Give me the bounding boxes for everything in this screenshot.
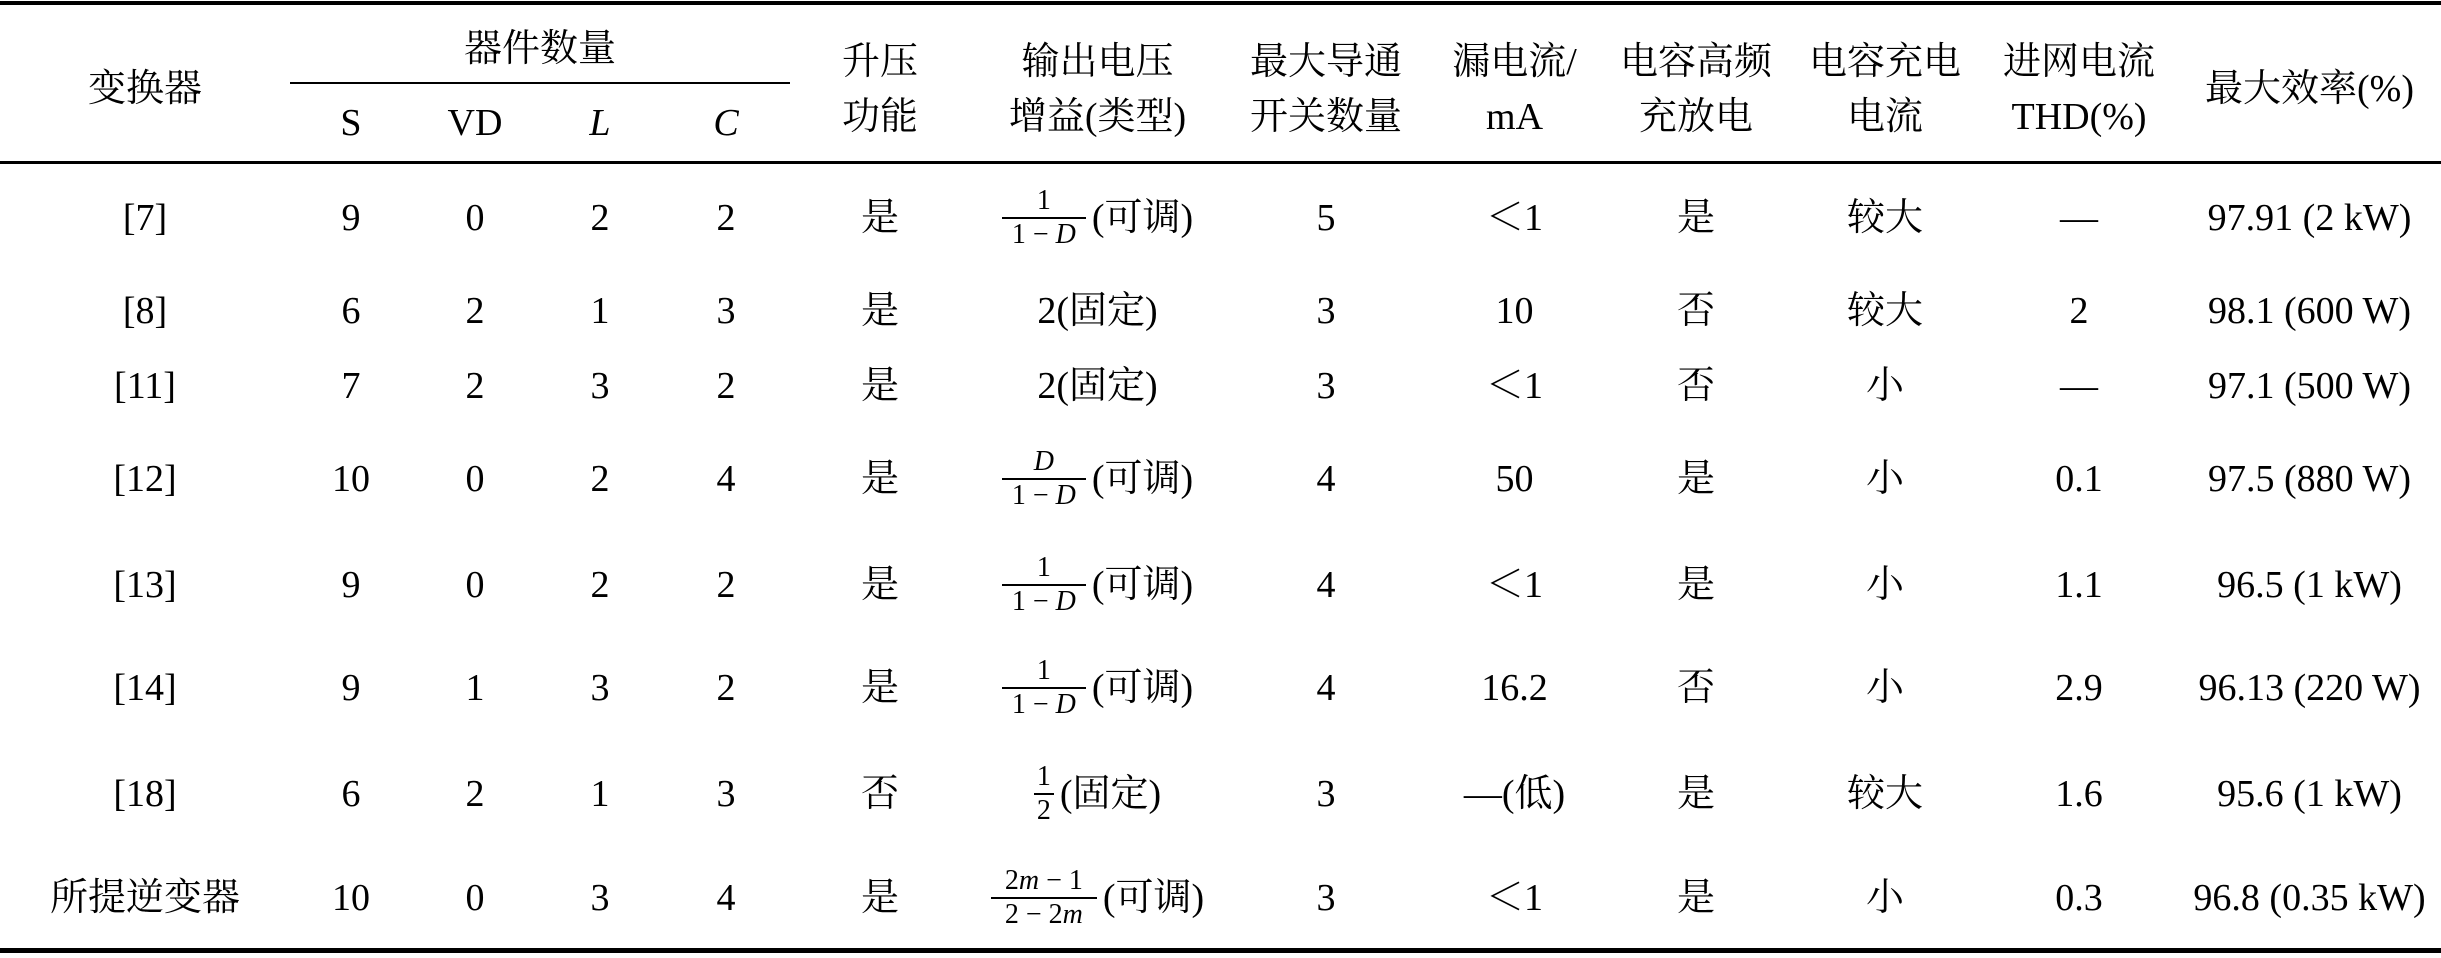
gain-expression <box>970 655 1225 721</box>
cell-vd: 0 <box>465 196 485 239</box>
header-gain <box>970 0 1225 163</box>
gain-fraction <box>991 865 1097 931</box>
header-device-count: 器件数量 <box>464 28 617 70</box>
cell-thd: 2 <box>2069 290 2089 332</box>
cell-efficiency: 96.5 (1 kW) <box>2217 564 2402 606</box>
table-header <box>0 0 2441 163</box>
table-row <box>0 846 2441 950</box>
header-efficiency: 最大效率(%) <box>2205 68 2414 110</box>
cell-l: 1 <box>590 773 610 815</box>
cell-cap-current: 小 <box>1866 458 1905 500</box>
cell-converter: [11] <box>114 365 176 407</box>
denominator-constant: 1 − <box>1011 218 1056 250</box>
cell-s: 7 <box>341 365 361 407</box>
cell-gain <box>970 846 1225 950</box>
cell-vd: 2 <box>465 773 485 815</box>
gain-type: (可调) <box>1102 877 1205 919</box>
cell-converter: [18] <box>113 773 177 815</box>
gain-fraction <box>1002 552 1086 618</box>
header-max-switches <box>1225 0 1427 163</box>
cell-s: 6 <box>341 773 361 815</box>
cell-cap-current: 较大 <box>1847 773 1924 815</box>
table-row <box>0 350 2441 422</box>
cell-gain <box>970 536 1225 634</box>
cell-leakage: 10 <box>1495 290 1534 332</box>
fraction-numerator: 1 <box>1036 184 1051 216</box>
fraction-numerator: 1 <box>1036 761 1051 792</box>
gain-expression <box>970 446 1225 512</box>
cell-c: 2 <box>716 667 736 709</box>
cell-boost: 是 <box>861 667 900 709</box>
cell-l: 2 <box>590 564 610 606</box>
cell-cap-current: 小 <box>1866 564 1905 606</box>
table-row <box>0 634 2441 742</box>
cell-boost: 是 <box>861 458 900 500</box>
cell-boost: 是 <box>861 564 900 606</box>
cell-max-switches: 4 <box>1316 458 1336 500</box>
gain-type: (可调) <box>1091 458 1194 500</box>
cell-cap-hf: 是 <box>1677 564 1716 606</box>
cell-cap-current: 小 <box>1866 667 1905 709</box>
header-thd <box>1980 0 2178 163</box>
header-c: C <box>713 101 739 144</box>
header-leakage-line1: 漏电流/ <box>1452 40 1577 83</box>
fraction-denominator <box>1002 584 1086 618</box>
denominator-variable: m <box>1062 899 1083 930</box>
cell-vd: 0 <box>465 458 485 500</box>
fraction-numerator <box>1002 446 1086 478</box>
fraction-denominator <box>1002 687 1086 721</box>
cell-l: 3 <box>590 667 610 709</box>
cell-gain <box>970 422 1225 536</box>
cell-cap-hf: 是 <box>1677 773 1716 815</box>
header-cap-current <box>1790 0 1980 163</box>
cell-leakage: ＜1 <box>1486 564 1544 606</box>
cell-converter: [14] <box>113 667 177 709</box>
header-thd-line1: 进网电流 <box>2003 40 2156 83</box>
cell-l: 3 <box>590 877 610 919</box>
cell-max-switches: 5 <box>1316 196 1336 239</box>
gain-expression <box>970 185 1225 251</box>
cell-boost: 是 <box>861 196 900 239</box>
gain-type: (可调) <box>1091 564 1194 606</box>
header-leakage-line2: mA <box>1486 95 1544 138</box>
header-thd-line2: THD(%) <box>2011 95 2147 138</box>
cell-s: 9 <box>341 564 361 606</box>
header-row-top <box>0 0 2441 83</box>
fraction-numerator: 1 <box>1036 655 1051 686</box>
cell-vd: 2 <box>465 365 485 407</box>
cell-efficiency: 95.6 (1 kW) <box>2217 773 2402 815</box>
cell-vd: 2 <box>465 290 485 332</box>
cell-thd: 0.3 <box>2055 877 2103 919</box>
numerator-tail: − 1 <box>1039 865 1083 896</box>
cell-converter: [12] <box>113 458 177 500</box>
fraction-denominator: 2 <box>1034 793 1054 827</box>
cell-s: 6 <box>341 290 361 332</box>
cell-efficiency: 96.13 (220 W) <box>2198 667 2421 709</box>
cell-c: 2 <box>716 564 736 606</box>
cell-leakage: 16.2 <box>1481 667 1548 709</box>
cell-converter: [13] <box>113 564 177 606</box>
cell-vd: 0 <box>465 564 485 606</box>
header-max-switches-line2: 开关数量 <box>1250 95 1403 138</box>
table-row <box>0 422 2441 536</box>
cell-thd: 1.6 <box>2055 773 2103 815</box>
cell-gain <box>970 163 1225 272</box>
header-cap-current-line2: 电流 <box>1847 95 1924 138</box>
cell-thd: 2.9 <box>2055 667 2103 709</box>
cell-s: 9 <box>341 667 361 709</box>
cell-max-switches: 3 <box>1316 877 1336 919</box>
cell-cap-current: 小 <box>1866 365 1905 407</box>
cell-l: 3 <box>590 365 610 407</box>
cell-efficiency: 98.1 (600 W) <box>2208 290 2412 332</box>
numerator-variable: D <box>1033 446 1054 477</box>
cell-vd: 1 <box>465 667 485 709</box>
denominator-variable: D <box>1055 218 1076 250</box>
header-s: S <box>340 101 362 144</box>
table-body <box>0 163 2441 950</box>
gain-expression <box>970 552 1225 618</box>
fraction-numerator: 1 <box>1036 552 1051 583</box>
cell-vd: 0 <box>465 877 485 919</box>
gain-type: (固定) <box>1059 773 1162 815</box>
cell-max-switches: 4 <box>1316 564 1336 606</box>
cell-cap-hf: 否 <box>1677 290 1716 332</box>
cell-max-switches: 3 <box>1316 773 1336 815</box>
gain-type: (可调) <box>1091 196 1194 239</box>
cell-boost: 是 <box>861 290 900 332</box>
cell-leakage: ＜1 <box>1486 365 1544 407</box>
cell-gain <box>970 634 1225 742</box>
denominator-constant: 2 − 2 <box>1004 899 1063 930</box>
denominator-variable: D <box>1055 586 1076 617</box>
header-cap-hf <box>1602 0 1790 163</box>
cell-thd: — <box>2060 365 2099 407</box>
cell-c: 3 <box>716 773 736 815</box>
table-row <box>0 272 2441 350</box>
cell-cap-current: 较大 <box>1847 290 1924 332</box>
cell-l: 2 <box>590 196 610 239</box>
fraction-denominator <box>1002 478 1086 512</box>
cell-c: 2 <box>716 196 736 239</box>
table-row <box>0 742 2441 846</box>
numerator-constant: 2 <box>1004 865 1019 896</box>
cell-c: 3 <box>716 290 736 332</box>
cell-cap-hf: 是 <box>1677 196 1716 239</box>
cell-max-switches: 3 <box>1316 365 1336 407</box>
cell-c: 4 <box>716 458 736 500</box>
cell-boost: 是 <box>861 365 900 407</box>
denominator-variable: D <box>1055 480 1076 511</box>
cell-s: 10 <box>332 458 370 500</box>
cell-gain <box>970 742 1225 846</box>
header-vd: VD <box>447 101 503 144</box>
cell-thd: 0.1 <box>2055 458 2103 500</box>
cell-l: 1 <box>590 290 610 332</box>
header-gain-line1: 输出电压 <box>1021 40 1174 83</box>
header-gain-line2: 增益(类型) <box>1008 95 1187 138</box>
gain-fraction <box>1002 185 1086 251</box>
header-boost-line2: 功能 <box>842 95 919 138</box>
header-boost-line1: 升压 <box>842 40 919 83</box>
cell-boost: 是 <box>861 877 900 919</box>
cell-leakage: —(低) <box>1463 773 1566 815</box>
header-l: L <box>589 101 611 144</box>
gain-expression <box>970 865 1225 931</box>
cell-boost: 否 <box>861 773 900 815</box>
cell-leakage: ＜1 <box>1486 877 1544 919</box>
cell-cap-hf: 是 <box>1677 458 1716 500</box>
header-converter: 变换器 <box>87 68 202 110</box>
header-max-switches-line1: 最大导通 <box>1250 40 1403 83</box>
table-row <box>0 536 2441 634</box>
cell-c: 2 <box>716 365 736 407</box>
table-row <box>0 163 2441 272</box>
fraction-denominator <box>991 897 1097 931</box>
denominator-variable: D <box>1055 689 1076 720</box>
cell-efficiency: 97.5 (880 W) <box>2208 458 2412 500</box>
cell-cap-hf: 否 <box>1677 365 1716 407</box>
fraction-denominator <box>1002 217 1086 251</box>
denominator-constant: 1 − <box>1011 586 1056 617</box>
cell-gain: 2(固定) <box>1037 290 1158 332</box>
cell-leakage: 50 <box>1495 458 1534 500</box>
cell-thd: 1.1 <box>2055 564 2103 606</box>
cell-s: 9 <box>341 196 361 239</box>
cell-gain: 2(固定) <box>1037 365 1158 407</box>
cell-converter: 所提逆变器 <box>49 877 240 919</box>
cell-c: 4 <box>716 877 736 919</box>
cell-cap-hf: 否 <box>1677 667 1716 709</box>
denominator-constant: 1 − <box>1011 480 1056 511</box>
cell-cap-hf: 是 <box>1677 877 1716 919</box>
cell-s: 10 <box>332 877 370 919</box>
gain-type: (可调) <box>1091 667 1194 709</box>
header-cap-hf-line2: 充放电 <box>1639 95 1754 138</box>
header-boost <box>790 0 970 163</box>
cell-cap-current: 较大 <box>1847 196 1924 239</box>
cell-leakage: ＜1 <box>1486 196 1544 239</box>
cell-converter: [7] <box>122 196 168 239</box>
header-cap-current-line1: 电容充电 <box>1809 40 1962 83</box>
cell-efficiency: 96.8 (0.35 kW) <box>2193 877 2426 919</box>
gain-fraction <box>1034 761 1054 827</box>
cell-max-switches: 4 <box>1316 667 1336 709</box>
cell-thd: — <box>2060 196 2099 239</box>
gain-fraction <box>1002 446 1086 512</box>
gain-fraction <box>1002 655 1086 721</box>
cell-max-switches: 3 <box>1316 290 1336 332</box>
cell-efficiency: 97.1 (500 W) <box>2208 365 2412 407</box>
header-leakage <box>1427 0 1602 163</box>
numerator-variable: m <box>1018 865 1040 896</box>
cell-l: 2 <box>590 458 610 500</box>
denominator-constant: 1 − <box>1011 689 1056 720</box>
fraction-numerator <box>991 865 1097 897</box>
cell-cap-current: 小 <box>1866 877 1905 919</box>
header-cap-hf-line1: 电容高频 <box>1620 40 1773 83</box>
cell-efficiency: 97.91 (2 kW) <box>2207 196 2412 239</box>
cell-converter: [8] <box>122 290 168 332</box>
gain-expression <box>970 761 1225 827</box>
